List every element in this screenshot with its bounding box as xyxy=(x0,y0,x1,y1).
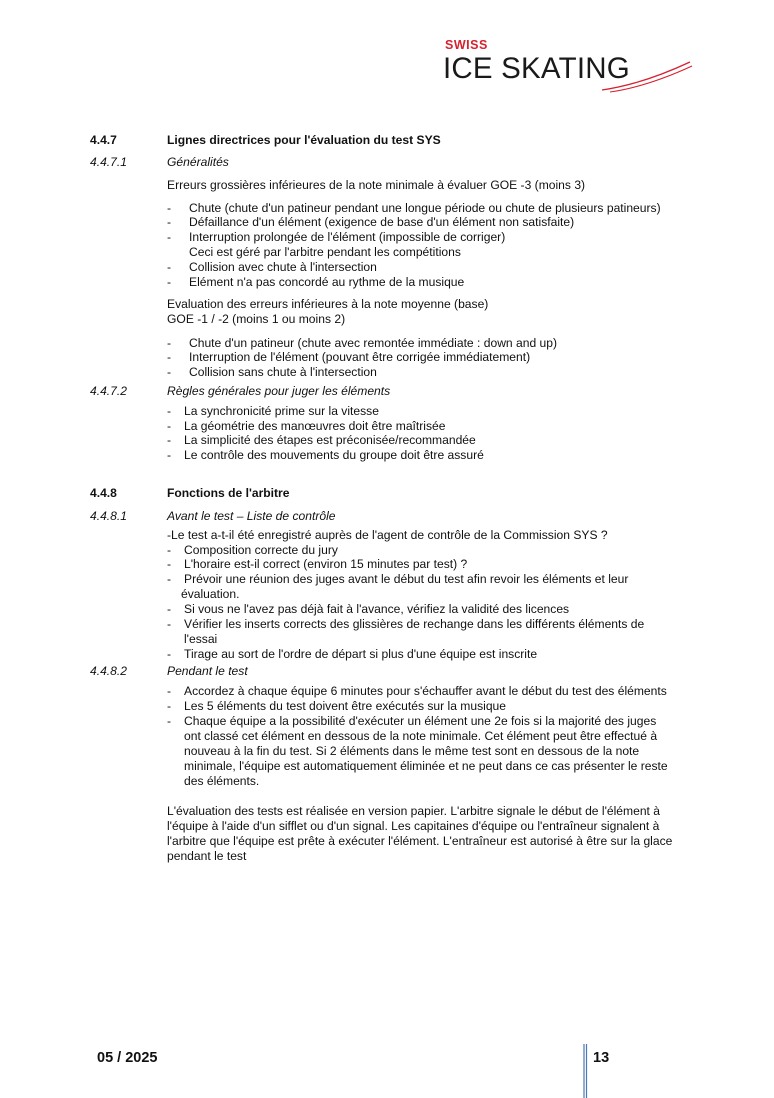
list-dash: - xyxy=(167,602,172,616)
list-item: Prévoir une réunion des juges avant le début du test afin revoir les éléments et leur xyxy=(184,572,629,586)
list-dash: - xyxy=(167,336,172,350)
list-item: Collision sans chute à l'intersection xyxy=(189,365,377,379)
paragraph-line: L'évaluation des tests est réalisée en version papier. L'arbitre signale le début de l'élément à xyxy=(167,804,660,818)
subsection-title: Règles générales pour juger les éléments xyxy=(167,384,391,398)
list-item: Composition correcte du jury xyxy=(184,543,338,557)
list-dash: - xyxy=(167,404,172,418)
paragraph-line: l'arbitre que l'équipe est prête à exécuter l'élément. L'entraîneur est autorisé à être sur la glace xyxy=(167,834,673,848)
paragraph: Erreurs grossières inférieures de la note minimale à évaluer GOE -3 (moins 3) xyxy=(167,178,586,192)
subsection-number: 4.4.7.1 xyxy=(90,155,127,169)
list-item: Vérifier les inserts corrects des glissières de rechange dans les différents éléments de xyxy=(184,617,645,631)
list-dash: - xyxy=(167,543,172,557)
section-title: Lignes directrices pour l'évaluation du test SYS xyxy=(167,133,441,147)
list-dash: - xyxy=(167,419,172,433)
list-item: Tirage au sort de l'ordre de départ si plus d'une équipe est inscrite xyxy=(184,647,538,661)
list-item: Défaillance d'un élément (exigence de base d'un élément non satisfaite) xyxy=(189,215,575,229)
list-item: L'horaire est-il correct (environ 15 minutes par test) ? xyxy=(184,557,468,571)
subsection-title: Pendant le test xyxy=(167,664,248,678)
list-item-continuation: minimale, l'équipe est automatiquement éliminée et ne peut dans ce cas présenter le reste xyxy=(184,759,668,773)
section-title: Fonctions de l'arbitre xyxy=(167,486,290,500)
list-item-continuation: des éléments. xyxy=(184,774,260,788)
subsection-number: 4.4.8.1 xyxy=(90,509,127,523)
list-item: La géométrie des manœuvres doit être maîtrisée xyxy=(184,419,446,433)
paragraph: GOE -1 / -2 (moins 1 ou moins 2) xyxy=(167,312,346,326)
list-dash: - xyxy=(167,714,172,728)
list-dash: - xyxy=(167,201,172,215)
footer-date: 05 / 2025 xyxy=(97,1050,158,1066)
section-number: 4.4.7 xyxy=(90,133,117,147)
subsection-number: 4.4.8.2 xyxy=(90,664,127,678)
paragraph-line: l'équipe à l'aide d'un sifflet ou d'un signal. Les capitaines d'équipe ou l'entraîneur signalent à xyxy=(167,819,660,833)
list-item: Accordez à chaque équipe 6 minutes pour s'échauffer avant le début du test des éléments xyxy=(184,684,667,698)
list-item-continuation: évaluation. xyxy=(181,587,240,601)
list-item: Chaque équipe a la possibilité d'exécuter un élément une 2e fois si la majorité des juges xyxy=(184,714,657,728)
footer-page-number: 13 xyxy=(593,1050,610,1066)
list-item: Les 5 éléments du test doivent être exécutés sur la musique xyxy=(184,699,507,713)
paragraph: -Le test a-t-il été enregistré auprès de l'agent de contrôle de la Commission SYS ? xyxy=(167,528,608,542)
list-item: Chute (chute d'un patineur pendant une longue période ou chute de plusieurs patineurs) xyxy=(189,201,661,215)
logo-swoosh-icon xyxy=(600,58,695,94)
list-item: Le contrôle des mouvements du groupe doit être assuré xyxy=(184,448,484,462)
list-dash: - xyxy=(167,448,172,462)
list-item: La simplicité des étapes est préconisée/recommandée xyxy=(184,433,476,447)
list-item-continuation: Ceci est géré par l'arbitre pendant les compétitions xyxy=(189,245,461,259)
list-dash: - xyxy=(167,215,172,229)
list-dash: - xyxy=(167,350,172,364)
list-dash: - xyxy=(167,260,172,274)
list-dash: - xyxy=(167,275,172,289)
list-item-continuation: nouveau à la fin du test. Si 2 éléments dans le même test sont en dessous de la note xyxy=(184,744,640,758)
logo-ice-skating-text: ICE SKATING xyxy=(443,52,630,85)
list-dash: - xyxy=(167,684,172,698)
subsection-title: Généralités xyxy=(167,155,229,169)
list-item: Interruption de l'élément (pouvant être corrigée immédiatement) xyxy=(189,350,531,364)
list-dash: - xyxy=(167,699,172,713)
list-item: La synchronicité prime sur la vitesse xyxy=(184,404,379,418)
list-dash: - xyxy=(167,572,172,586)
list-item-continuation: ont classé cet élément en dessous de la note minimale. Cet élément peut être effectué à xyxy=(184,729,658,743)
paragraph-line: pendant le test xyxy=(167,849,247,863)
list-item: Elément n'a pas concordé au rythme de la musique xyxy=(189,275,465,289)
list-dash: - xyxy=(167,617,172,631)
list-item: Chute d'un patineur (chute avec remontée immédiate : down and up) xyxy=(189,336,558,350)
paragraph: Evaluation des erreurs inférieures à la note moyenne (base) xyxy=(167,297,489,311)
list-dash: - xyxy=(167,433,172,447)
subsection-number: 4.4.7.2 xyxy=(90,384,127,398)
section-number: 4.4.8 xyxy=(90,486,117,500)
footer-divider xyxy=(583,1044,588,1098)
list-item-continuation: l'essai xyxy=(184,632,218,646)
list-dash: - xyxy=(167,230,172,244)
list-item: Interruption prolongée de l'élément (impossible de corriger) xyxy=(189,230,506,244)
list-dash: - xyxy=(167,647,172,661)
logo-swiss-text: SWISS xyxy=(445,38,488,52)
subsection-title: Avant le test – Liste de contrôle xyxy=(167,509,336,523)
list-item: Collision avec chute à l'intersection xyxy=(189,260,377,274)
list-item: Si vous ne l'avez pas déjà fait à l'avance, vérifiez la validité des licences xyxy=(184,602,570,616)
list-dash: - xyxy=(167,365,172,379)
list-dash: - xyxy=(167,557,172,571)
